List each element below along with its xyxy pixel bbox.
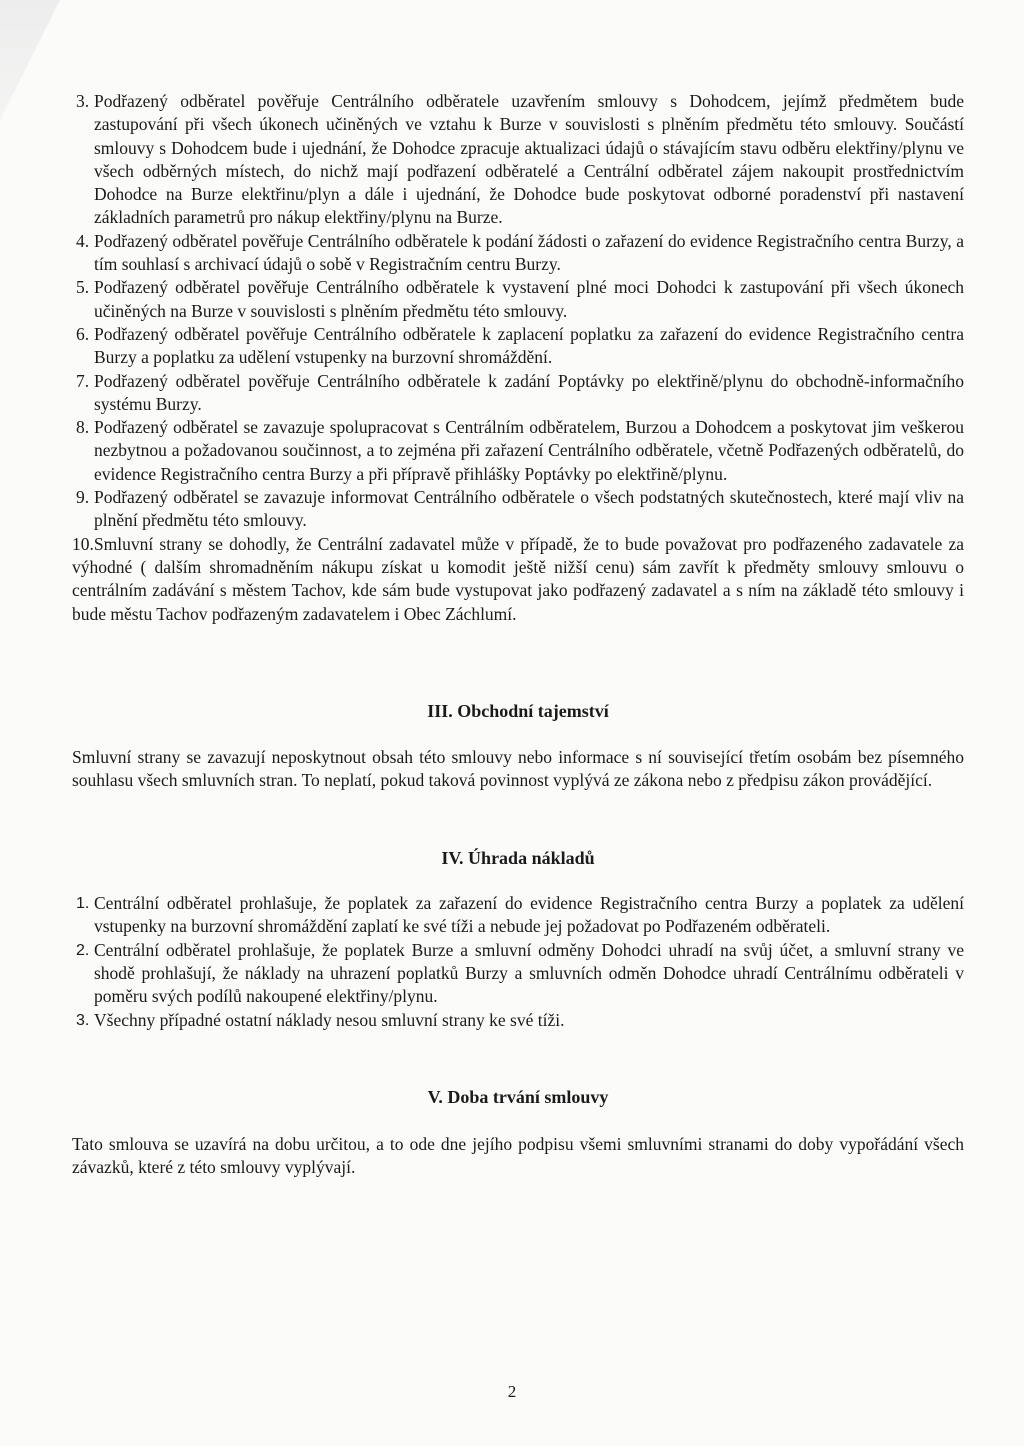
list-item (72, 486, 964, 533)
page-content (72, 90, 964, 1180)
item-number: 6. (76, 323, 90, 344)
list-item (72, 276, 964, 323)
item-number: 2. (76, 941, 90, 959)
item-number: 5. (76, 277, 90, 298)
section-5-title: V. Doba trvání smlouvy (427, 1086, 609, 1107)
section-2-list (72, 90, 964, 626)
section-4-title: IV. Úhrada nákladů (441, 847, 595, 868)
list-item (72, 892, 964, 939)
item-text: Podřazený odběratel se zavazuje informovat Centrálního odběratele o všech podstatných skutečnostech, které mají vliv na plnění předmětu této smlouvy. (94, 487, 964, 531)
item-text: Podřazený odběratel pověřuje Centrálního odběratele k zaplacení poplatku za zařazení do evidence Registračního centra Burzy a poplatku za udělení vstupenky na burzovní shromáždění. (94, 323, 964, 368)
page-number: 2 (507, 1382, 517, 1401)
item-text: Centrální odběratel prohlašuje, že poplatek za zařazení do evidence Registračního centra Burzy a poplatek za udělení vstupenky na burzovní shromáždění zaplatí ke své tíži a nebude jej požadovat po Podřazeném odběrateli. (94, 893, 964, 937)
item-text: Centrální odběratel prohlašuje, že poplatek Burze a smluvní odměny Dohodci uhradí na svůj účet, a smluvní strany ve shodě prohlašují, že náklady na uhrazení poplatků Burzy a smluvních odměn Dohodce uhradí Centrálnímu odběrateli v poměru svých podílů nakoupené elektřiny/plynu. (94, 939, 964, 1007)
item-text: Smluvní strany se dohodly, že Centrální zadavatel může v případě, že to bude považovat pro podřazeného zadavatele za výhodné ( dalším shromadněním nákupu získat u komodit ještě nižší cenu) sám zavřít k předměty smlouvy smlouvu o centrálním zadávání s městem Tachov, kde sám bude vystupovat jako podřazený zadavatel a s ním na základě této smlouvy i bude městu Tachov podřazeným zadavatelem i Obec Záchlumí. (72, 533, 964, 624)
section-3-title: III. Obchodní tajemství (427, 700, 609, 721)
item-number: 9. (76, 487, 90, 508)
item-number: 3. (76, 91, 90, 111)
item-text: Podřazený odběratel pověřuje Centrálního odběratele k zadání Poptávky po elektřině/plynu do obchodně-informačního systému Burzy. (94, 370, 964, 414)
list-item (72, 1009, 964, 1032)
list-item (72, 939, 964, 1009)
item-number: 1. (76, 895, 90, 913)
item-text: Podřazený odběratel pověřuje Centrálního odběratele k podání žádosti o zařazení do evidence Registračního centra Burzy, a tím souhlasí s archivací údajů o sobě v Registračním centru Burzy. (94, 230, 964, 275)
item-number: 8. (76, 417, 90, 438)
list-item (72, 370, 964, 417)
item-text: Všechny případné ostatní náklady nesou smluvní strany ke své tíži. (94, 1009, 565, 1030)
item-text: Podřazený odběratel pověřuje Centrálního odběratele k vystavení plné moci Dohodci k zastupování při všech úkonech učiněných na Burze v souvislosti s plněním předmětu této smlouvy. (94, 277, 964, 321)
item-text: Podřazený odběratel se zavazuje spolupracovat s Centrálním odběratelem, Burzou a Dohodcem a poskytovat jim veškerou nezbytnou a požadovanou součinnost, a to zejména při zařazení Centrálního odběratele, včetně Podřazených odběratelů, do evidence Registračního centra Burzy a při přípravě přihlášky Poptávky po elektřině/plynu. (94, 417, 964, 484)
list-item (72, 230, 964, 277)
item-number: 10. (72, 533, 94, 554)
list-item (72, 90, 964, 230)
section-5-text: Tato smlouva se uzavírá na dobu určitou, a to ode dne jejího podpisu všemi smluvními stranami do doby vypořádání všech závazků, které z této smlouvy vyplývají. (72, 1134, 964, 1178)
item-text: Podřazený odběratel pověřuje Centrálního odběratele uzavřením smlouvy s Dohodcem, jejímž předmětem bude zastupování při všech úkonech učiněných ve vztahu k Burze v souvislosti s plněním předmětu této smlouvy. Součástí smlouvy s Dohodcem bude i ujednání, že Dohodce zpracuje aktualizaci údajů o stávajícím stavu odběru elektřiny/plynu ve všech odběrných místech, do nichž mají podřazení odběratelé a Centrální odběratel zájem nakoupit prostřednictvím Dohodce na Burze elektřinu/plyn a dále i ujednání, že Dohodce bude poskytovat odborné poradenství při nastavení základních parametrů pro nákup elektřiny/plynu na Burze. (94, 91, 964, 228)
list-item (72, 323, 964, 370)
section-4-list (72, 892, 964, 1032)
list-item (72, 416, 964, 486)
scan-fold-corner (0, 0, 60, 120)
item-number: 4. (76, 230, 90, 251)
item-number: 7. (76, 370, 90, 391)
list-item (72, 533, 964, 626)
section-3-text: Smluvní strany se zavazují neposkytnout obsah této smlouvy nebo informace s ní související třetím osobám bez písemného souhlasu všech smluvních stran. To neplatí, pokud taková povinnost vyplývá ze zákona nebo z předpisu zákon provádějící. (72, 747, 964, 791)
item-number: 3. (76, 1011, 90, 1029)
